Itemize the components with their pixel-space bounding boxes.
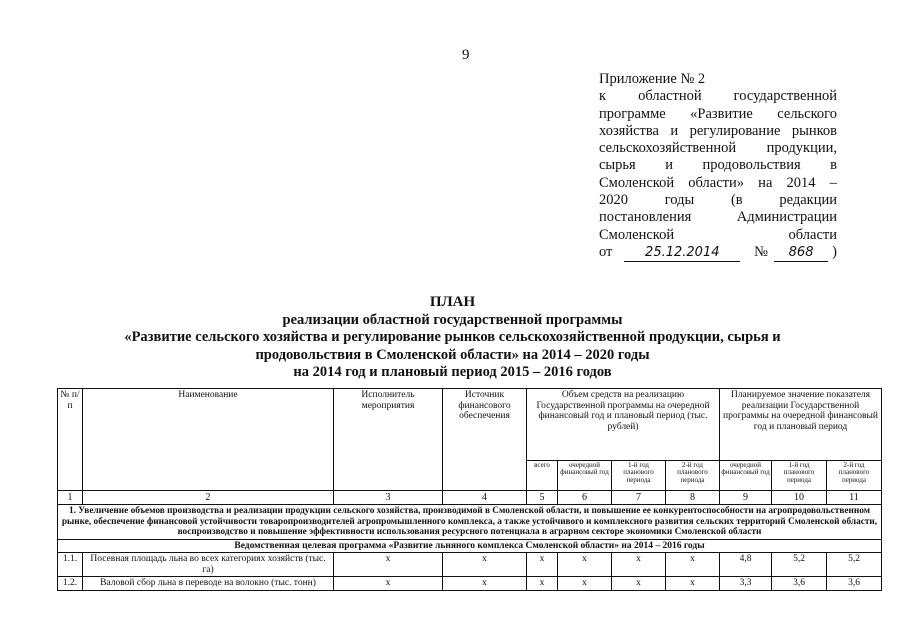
- title-line-4: продовольствия в Смоленской области» на 2014 – 2020 годы: [255, 346, 650, 363]
- header-executor: Исполнитель мероприятия: [334, 389, 443, 491]
- column-number: 8: [666, 491, 720, 505]
- subheader-ind-year2: 2-й год планового периода: [827, 461, 882, 491]
- appendix-line-0: Приложение № 2: [599, 71, 706, 87]
- row-funds-year1: x: [612, 553, 666, 577]
- table-row: [58, 553, 882, 577]
- signature-line: [599, 244, 837, 262]
- goal-row: [58, 505, 882, 540]
- handwritten-date: 25.12.2014: [624, 244, 740, 262]
- closing-bracket: ): [832, 243, 837, 260]
- goal-text: 1. Увеличение объемов производства и реализации продукции сельского хозяйства, производимой в Смоленской области, и повышение ее конкурентоспособности на агропродовольственном рынке, обеспечение финансовой устойчивости товаропроизводителей агропромышленного комплекса, а также устойчивого и комплексного развития сельских территорий Смоленской области, воспроизводство и повышение эффективности использования ресурсного потенциала в аграрном секторе экономики Смоленской области: [58, 505, 882, 540]
- row-source: x: [443, 577, 527, 591]
- header-row: [58, 389, 882, 461]
- column-number: 10: [772, 491, 827, 505]
- row-executor: x: [334, 577, 443, 591]
- subheader-ind-current: очередной финансовый год: [720, 461, 772, 491]
- appendix-line-3: хозяйства и регулирование рынков: [599, 122, 837, 139]
- program-title: Ведомственная целевая программа «Развитие льняного комплекса Смоленской области» на 2014 – 2016 годы: [58, 539, 882, 553]
- row-ind-year2: 5,2: [827, 553, 882, 577]
- row-funds-year1: x: [612, 577, 666, 591]
- column-number: 4: [443, 491, 527, 505]
- row-name: Посевная площадь льна во всех категориях хозяйств (тыс. га): [83, 553, 334, 577]
- column-number: 11: [827, 491, 882, 505]
- row-source: x: [443, 553, 527, 577]
- column-number: 1: [58, 491, 83, 505]
- row-no: 1.2.: [58, 577, 83, 591]
- document-title: [0, 294, 905, 382]
- title-line-3: «Развитие сельского хозяйства и регулирование рынков сельскохозяйственной продукции, сырья и: [124, 329, 781, 346]
- row-no: 1.1.: [58, 553, 83, 577]
- header-name: Наименование: [83, 389, 334, 491]
- subheader-funds-current: очередной финансовый год: [558, 461, 612, 491]
- row-funds-year2: x: [666, 577, 720, 591]
- row-ind-year1: 5,2: [772, 553, 827, 577]
- subheader-ind-year1: 1-й год планового периода: [772, 461, 827, 491]
- column-number: 7: [612, 491, 666, 505]
- row-funds-current: x: [558, 553, 612, 577]
- title-line-5: на 2014 год и плановый период 2015 – 2016 годов: [293, 364, 612, 381]
- appendix-line-7: 2020 годы (в редакции: [599, 192, 837, 209]
- header-funds: Объем средств на реализацию Государственной программы на очередной финансовый год и плановый период (тыс. рублей): [527, 389, 720, 461]
- appendix-block: [599, 71, 837, 262]
- appendix-line-5: сырья и продовольствия в: [599, 157, 837, 174]
- row-ind-current: 3,3: [720, 577, 772, 591]
- column-number-row: [58, 491, 882, 505]
- appendix-line-8: постановления Администрации: [599, 209, 837, 226]
- appendix-line-1: к областной государственной: [599, 88, 837, 105]
- title-plan: ПЛАН: [429, 294, 476, 310]
- row-name: Валовой сбор льна в переводе на волокно (тыс. тонн): [83, 577, 334, 591]
- page-number: 9: [462, 47, 470, 63]
- subheader-total: всего: [527, 461, 558, 491]
- header-source: Источник финансового обеспечения: [443, 389, 527, 491]
- appendix-line-2: программе «Развитие сельского: [599, 105, 837, 122]
- plan-table: [57, 388, 882, 591]
- header-no: № п/п: [58, 389, 83, 491]
- column-number: 5: [527, 491, 558, 505]
- column-number: 6: [558, 491, 612, 505]
- row-ind-year1: 3,6: [772, 577, 827, 591]
- program-row: [58, 539, 882, 553]
- number-label: №: [754, 243, 768, 260]
- subheader-funds-year1: 1-й год планового периода: [612, 461, 666, 491]
- row-total: x: [527, 577, 558, 591]
- title-line-2: реализации областной государственной программы: [282, 311, 623, 328]
- subheader-funds-year2: 2-й год планового периода: [666, 461, 720, 491]
- header-indicator: Планируемое значение показателя реализации Государственной программы на очередной финансовый год и плановый период: [720, 389, 882, 461]
- table-row: [58, 577, 882, 591]
- row-funds-year2: x: [666, 553, 720, 577]
- row-ind-current: 4,8: [720, 553, 772, 577]
- appendix-line-6: Смоленской области» на 2014 –: [599, 174, 837, 191]
- column-number: 2: [83, 491, 334, 505]
- column-number: 9: [720, 491, 772, 505]
- row-executor: x: [334, 553, 443, 577]
- column-number: 3: [334, 491, 443, 505]
- appendix-line-4: сельскохозяйственной продукции,: [599, 140, 837, 157]
- row-ind-year2: 3,6: [827, 577, 882, 591]
- row-funds-current: x: [558, 577, 612, 591]
- handwritten-number: 868: [774, 244, 828, 262]
- from-label: от: [599, 243, 613, 260]
- appendix-line-9: Смоленской области: [599, 226, 837, 243]
- row-total: x: [527, 553, 558, 577]
